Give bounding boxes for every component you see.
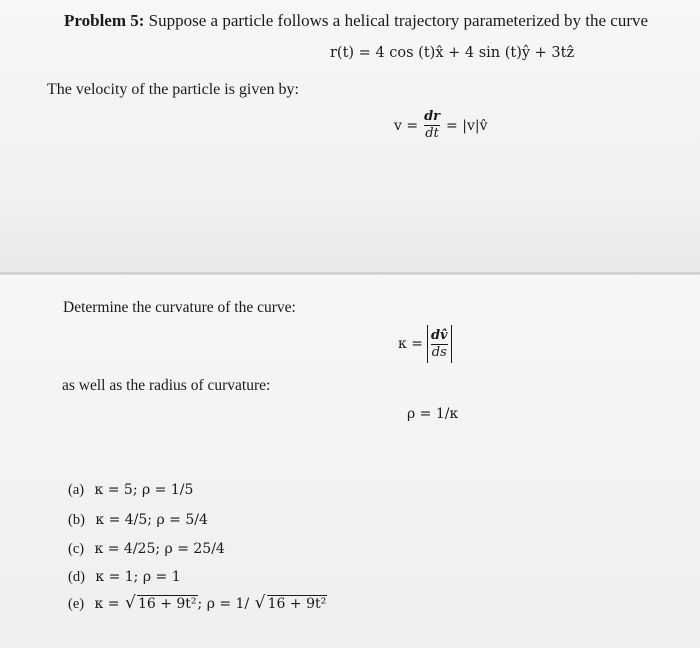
velocity-fraction bbox=[424, 110, 440, 141]
radius-intro: as well as the radius of curvature: bbox=[62, 377, 271, 394]
kappa-equation bbox=[398, 325, 452, 363]
bottom-sheet bbox=[0, 275, 700, 648]
choice-text: κ = 1; ρ = 1 bbox=[95, 569, 181, 585]
rho-equation: ρ = 1/κ bbox=[407, 406, 459, 422]
kappa-denominator: ds bbox=[431, 344, 447, 360]
velocity-intro: The velocity of the particle is given by: bbox=[47, 81, 299, 98]
kappa-lhs: κ = bbox=[398, 336, 423, 352]
position-equation: r(t) = 4 cos (t)x̂ + 4 sin (t)ŷ + 3tẑ bbox=[330, 45, 575, 61]
velocity-lhs: v = bbox=[394, 117, 419, 134]
choice-e bbox=[68, 596, 327, 613]
kappa-numerator: dv̂ bbox=[430, 327, 448, 343]
problem-label: Problem 5: bbox=[64, 11, 145, 30]
velocity-numerator: dr bbox=[424, 109, 441, 124]
top-sheet bbox=[0, 0, 700, 272]
choice-label: (b) bbox=[68, 512, 85, 528]
kappa-absolute-value bbox=[427, 325, 452, 363]
choice-text: κ = 4/5; ρ = 5/4 bbox=[95, 512, 208, 528]
choice-text: κ = 4/25; ρ = 25/4 bbox=[94, 541, 225, 557]
choice-label: (d) bbox=[68, 569, 85, 585]
curvature-intro: Determine the curvature of the curve: bbox=[63, 299, 296, 316]
choice-d bbox=[68, 569, 181, 586]
sqrt-expression bbox=[126, 596, 198, 612]
choice-b bbox=[68, 512, 208, 529]
radicand: 16 + 9t² bbox=[267, 596, 327, 612]
radicand: 16 + 9t² bbox=[137, 596, 197, 612]
sqrt-expression bbox=[256, 596, 328, 612]
velocity-equation bbox=[394, 110, 487, 141]
choice-label: (e) bbox=[68, 596, 85, 612]
choice-text: κ = 5; ρ = 1/5 bbox=[94, 482, 194, 498]
choice-a bbox=[68, 482, 193, 499]
choice-c bbox=[68, 541, 225, 558]
problem-header bbox=[64, 11, 648, 31]
kappa-fraction bbox=[431, 329, 448, 360]
problem-statement: Suppose a particle follows a helical trajectory parameterized by the curve bbox=[148, 11, 649, 30]
velocity-rhs: = |v|v̂ bbox=[446, 117, 488, 134]
choice-label: (c) bbox=[68, 541, 85, 557]
velocity-denominator: dt bbox=[425, 126, 439, 141]
choice-text-mid: ; ρ = 1/ bbox=[197, 596, 250, 612]
choice-text-pre: κ = bbox=[94, 596, 120, 612]
choice-label: (a) bbox=[68, 482, 85, 498]
